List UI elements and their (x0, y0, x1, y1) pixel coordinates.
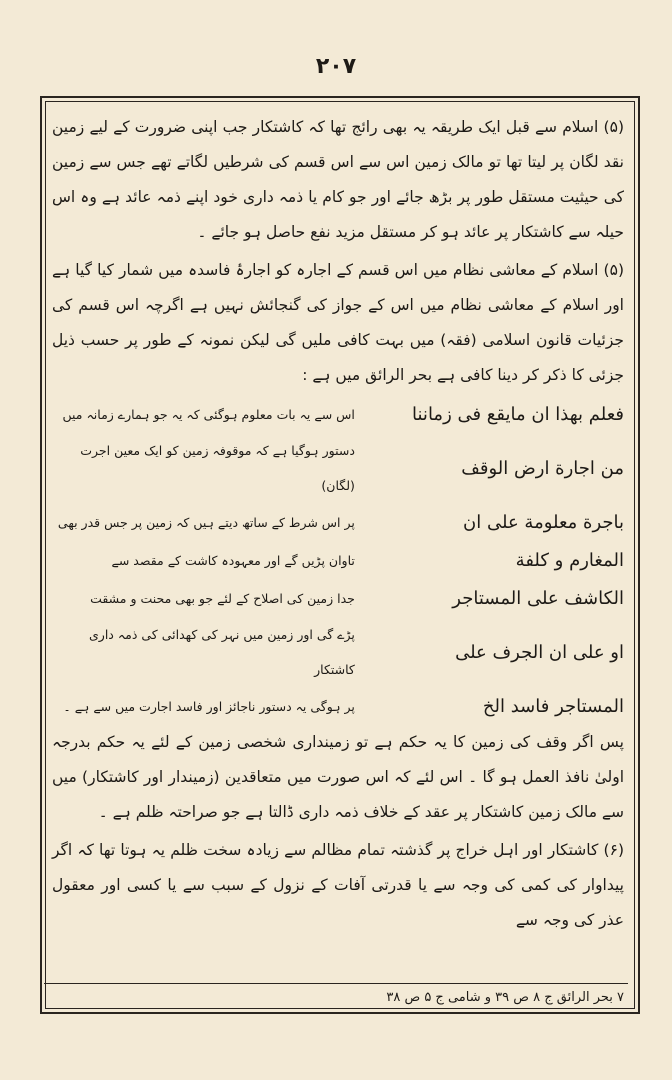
paragraph-5-islamic-economics: (۵) اسلام کے معاشی نظام میں اس قسم کے اجارہ کو اجارۂ فاسدہ میں شمار کیا گیا ہے اور اسلام کے معاشی نظام میں اس کے جواز کی گنجائش نہیں ہے اگرچہ اس قسم کی جزئیات قانون اسلامی (فقہ) میں بہت کافی ملیں گی لیکن نمونہ کے طور پر حسب ذیل جزئی کا ذکر کر دینا کافی ہے بحر الرائق میں ہے : (52, 261, 624, 384)
quote-row (52, 503, 624, 541)
bahr-al-raiq-quotation (52, 395, 624, 725)
page-body (52, 110, 624, 938)
urdu-translation: پر اس شرط کے ساتھ دیتے ہیں کہ زمین پر جس قدر بھی (57, 514, 355, 530)
paragraph-waqf-ruling: پس اگر وقف کی زمین کا یہ حکم ہے تو زمینداری شخصی زمین کے لئے یہ حکم بدرجہ اولیٰ نافذ العمل ہو گا ۔ اس لئے کہ اس صورت میں متعاقدین (زمیندار اور کاشتکار) میں سے مالک زمین کاشتکار پر عقد کے خلاف ذمہ داری ڈالتا ہے جو صراحتہ ظلم ہے ۔ (52, 733, 624, 821)
footnote-divider (44, 983, 628, 984)
urdu-translation: جدا زمین کی اصلاح کے لئے جو بھی محنت و مشقت (90, 590, 355, 606)
arabic-text: او على ان الجرف على (455, 641, 624, 663)
arabic-text: الكاشف على المستاجر (452, 587, 624, 609)
urdu-translation: تاوان پڑیں گے اور معہودہ کاشت کے مقصد سے (111, 552, 355, 568)
arabic-text: المستاجر فاسد الخ (482, 695, 624, 717)
quote-row (52, 579, 624, 617)
urdu-translation: پڑے گی اور زمین میں نہر کی کھدائی کی ذمہ داری کاشتکار (89, 627, 355, 677)
paragraph-6-kharaj: (۶) کاشتکار اور اہل خراج پر گذشتہ تمام مظالم سے زیادہ سخت ظلم یہ ہوتا تھا کہ اگر پیداوار کی کمی کی وجہ سے یا قدرتی آفات کے نزول کے سبب سے یا کسی اور معقول عذر کی وجہ سے (52, 841, 624, 929)
quote-row (52, 541, 624, 579)
urdu-translation: دستور ہوگیا ہے کہ موقوفہ زمین کو ایک معین اجرت (لگان) (80, 443, 355, 493)
quote-row (52, 395, 624, 433)
quote-row (52, 433, 624, 503)
arabic-text: المغارم و كلفة (515, 549, 624, 571)
urdu-translation: پر ہوگی یہ دستور ناجائز اور فاسد اجارت میں سے ہے ۔ (63, 698, 355, 714)
paragraph-5-pre-islam: (۵) اسلام سے قبل ایک طریقہ یہ بھی رائج تھا کہ کاشتکار جب اپنی ضرورت کے لیے زمین نقد لگان پر لیتا تھا تو مالک زمین اس سے اس قسم کی شرطیں لگاتے تھے جس سے زمین کی حیثیت مستقل طور پر بڑھ جائے اور جو کام یا ذمہ داری خود اپنے ذمہ عائد ہے وہ اس حیلہ سے کاشتکار پر عائد ہو کر مستقل مزید نفع حاصل ہو جائے ۔ (52, 118, 624, 241)
quote-row (52, 617, 624, 687)
urdu-translation: اس سے یہ بات معلوم ہوگئی کہ یہ جو ہمارے زمانہ میں (62, 406, 355, 422)
page-number: ۲۰۷ (315, 54, 357, 79)
arabic-text: من اجارة ارض الوقف (461, 457, 624, 479)
arabic-text: فعلم بهذا ان مايقع فى زماننا (412, 403, 624, 425)
arabic-text: باجرة معلومة على ان (463, 511, 624, 533)
quote-row (52, 687, 624, 725)
footnote: ۷ بحر الرائق ج ۸ ص ۳۹ و شامی ج ۵ ص ۳۸ (386, 990, 624, 1005)
